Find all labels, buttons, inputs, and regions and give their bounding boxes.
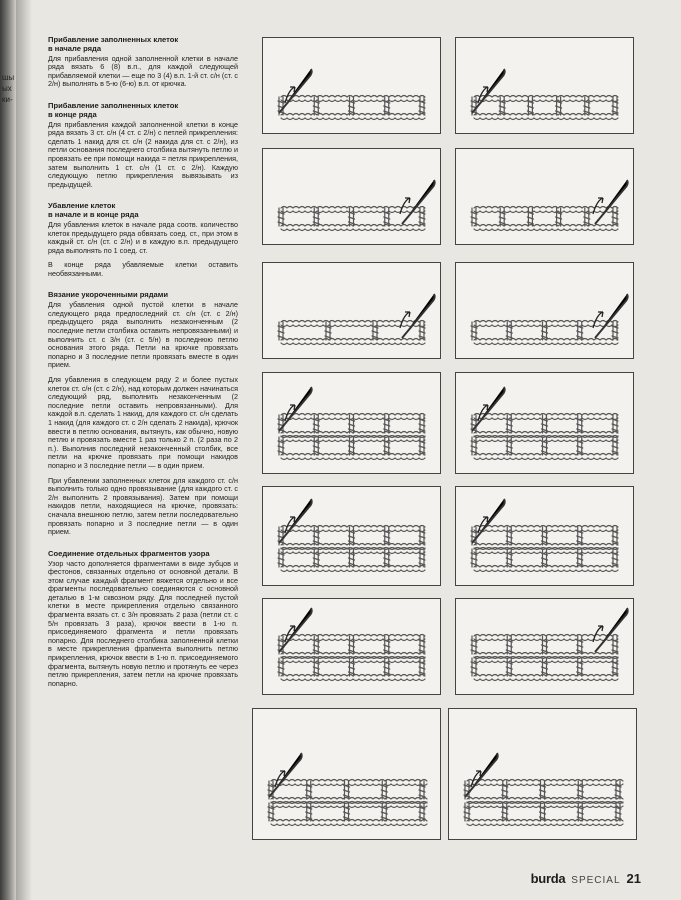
crochet-diagram-4b	[455, 372, 634, 474]
section	[48, 550, 238, 689]
crochet-hook	[279, 499, 312, 543]
crochet-diagram-1a	[262, 37, 441, 134]
crochet-diagram-3a	[262, 262, 441, 359]
instructions-column	[48, 36, 238, 701]
chain-line	[474, 211, 618, 213]
crochet-diagram-2a	[262, 148, 441, 245]
crochet-hook	[279, 69, 312, 113]
crochet-diagram-6a	[262, 598, 441, 695]
crochet-diagram-7a	[252, 708, 441, 840]
chain-line	[474, 100, 618, 102]
chain-line	[474, 114, 618, 116]
chain-line	[281, 343, 425, 345]
left-page-edge	[0, 0, 16, 900]
crochet-diagram-5a	[262, 486, 441, 586]
brand-logo: burda	[530, 871, 566, 886]
chain-line	[281, 229, 425, 231]
section-title: Убавление клеток в начале и в конце ряда	[48, 201, 139, 220]
page-number: 21	[626, 871, 641, 886]
chain-line	[281, 118, 425, 120]
crochet-diagram-6b	[455, 598, 634, 695]
chain-line	[474, 229, 618, 231]
section-title: Прибавление заполненных клеток в начале ряда	[48, 35, 179, 53]
margin-fragment-line: ки-	[2, 95, 13, 104]
page-gutter	[16, 0, 32, 900]
chain-line	[474, 458, 618, 460]
chain-line	[281, 458, 425, 460]
crochet-hook	[465, 753, 498, 797]
crochet-hook	[402, 294, 435, 338]
chain-line	[474, 207, 618, 209]
crochet-hook	[402, 180, 435, 224]
crochet-hook	[595, 180, 628, 224]
chain-line	[281, 321, 425, 323]
crochet-hook	[472, 387, 505, 431]
crochet-hook	[269, 753, 302, 797]
crochet-diagram-5b	[455, 486, 634, 586]
crochet-hook	[472, 499, 505, 543]
chain-line	[474, 343, 618, 345]
crochet-diagram-2b	[455, 148, 634, 245]
chain-line	[474, 96, 618, 98]
chain-line	[271, 824, 427, 826]
chain-line	[474, 679, 618, 681]
crochet-hook	[595, 608, 628, 652]
chain-line	[281, 570, 425, 572]
section	[48, 102, 238, 189]
crochet-hook	[279, 387, 312, 431]
chain-line	[474, 570, 618, 572]
section-title: Соединение отдельных фрагментов узора	[48, 548, 210, 558]
previous-page-text-fragment	[2, 72, 16, 105]
crochet-diagram-3b	[455, 262, 634, 359]
section-title: Вязание укороченными рядами	[48, 290, 169, 300]
edition-label: SPECIAL	[571, 875, 621, 886]
crochet-hook	[279, 608, 312, 652]
chain-line	[281, 679, 425, 681]
crochet-hook	[595, 294, 628, 338]
chain-line	[474, 118, 618, 120]
section-paragraph: При убавлении заполненных клеток для каждого ст. с/н выполнить только одно провязывание (для каждого ст. с 2/н выполнить 2 провязывания). Затем при помощи накидов петли, находящиеся на крючке, провязать: сначала внешнюю петлю, затем петли последовательно провязать попарно и 3 последние петли — в один прием.	[48, 475, 238, 537]
chain-line	[467, 824, 623, 826]
margin-fragment-line: ых	[2, 84, 12, 93]
crochet-diagram-1b	[455, 37, 634, 134]
page-footer	[531, 871, 641, 886]
section-paragraph: Для убавления клеток в начале ряда соотв. количество клеток предыдущего ряда обвязать соед. ст., при этом в каждый ст. с/н (ст. с 2/н) и в каждую в.п. предыдущего ряда выполнять по 1 соед. ст.	[48, 219, 238, 255]
section	[48, 36, 238, 89]
margin-fragment-line: шы	[2, 73, 15, 82]
section-paragraph: Узор часто дополняется фрагментами в виде зубцов и фестонов, связанных отдельно от основной детали. В этом случае каждый фрагмент вяжется отдельно и все фрагменты последовательно соединяются с основной деталью в 1-м сквозном ряду. Для последней пустой клетки в месте прикрепления отдельно связанного фрагмента вязать ст. с 3/н провязать 2 раза (петли ст. с 5/н провязать 3 раза), крючок ввести в 1-ю п. присоединяемого фрагмента и петли провязать попарно. Для последнего столбика заполненной клетки в месте прикрепления фрагмента выполнить петлю прикрепления, крючок ввести в 1-ю п. присоединяемого фрагмента, вытянуть новую петлю и протянуть ее через петлю прикрепления, затем петли на крючке провязать попарно.	[48, 558, 238, 688]
chain-line	[474, 225, 618, 227]
section-paragraph: Для убавления в следующем ряду 2 и более пустых клеток ст. с/н (ст. с 2/н), над которым должен начинаться следующий ряд, выполнить незаконченным (2 последние петли оставить непровязанными). Для каждой в.п. сделать 1 накид, для каждого ст. с/н сделать 1 накид (для каждого ст. с 2/н сделать 2 накида), крючок ввести в петлю основания, вытянуть, как обычно, новую петлю и провязать вместе 1 раз только 2 п. (2 раза по 2 п.). Выполнив последний незаконченный столбик, все петли на крючке провязать при помощи накидов попарно и 3 последние петли — в один прием.	[48, 375, 238, 470]
section	[48, 202, 238, 278]
section-paragraph: Для убавления одной пустой клетки в начале следующего ряда предпоследний ст. с/н (ст. с 2/н) предыдущего ряда выполнить незаконченным (2 последние петли столбика оставить непровязанными) и выполнить ст. с 3/н (ст. с 5/н) в последнюю петлю основания этого ряда. Петли на крючке провязать попарно и 3 последние петли провязать вместе в один прием.	[48, 300, 238, 370]
chain-line	[281, 339, 425, 341]
crochet-diagram-4a	[262, 372, 441, 474]
section-paragraph: В конце ряда убавляемые клетки оставить необвязанными.	[48, 260, 238, 278]
section-paragraph: Для прибавления каждой заполненной клетки в конце ряда вязать 3 ст. с/н (4 ст. с 2/н) с петлей прикрепления: сделать 1 накид для ст. с/н (2 накида для ст. с 2/н), из петли основания последнего столбика вытянуть петлю и провязать ее при помощи накида = петля прикрепления, затем выполнить 1 ст. с/н (1 ст. с 2/н). Каждую следующую петлю прикрепления вывязывать из предыдущей.	[48, 119, 238, 189]
section-paragraph: Для прибавления одной заполненной клетки в начале ряда вязать 6 (8) в.п., для каждой следующей прибавляемой клетки — еще по 3 (4) в.п. 1-й ст. с/н (ст. с 2/н) выполнять в 5-ю (6-ю) в.п. от крючка.	[48, 53, 238, 89]
chain-line	[281, 325, 425, 327]
section-title: Прибавление заполненных клеток в конце ряда	[48, 100, 179, 119]
section	[48, 291, 238, 536]
crochet-diagram-7b	[448, 708, 637, 840]
